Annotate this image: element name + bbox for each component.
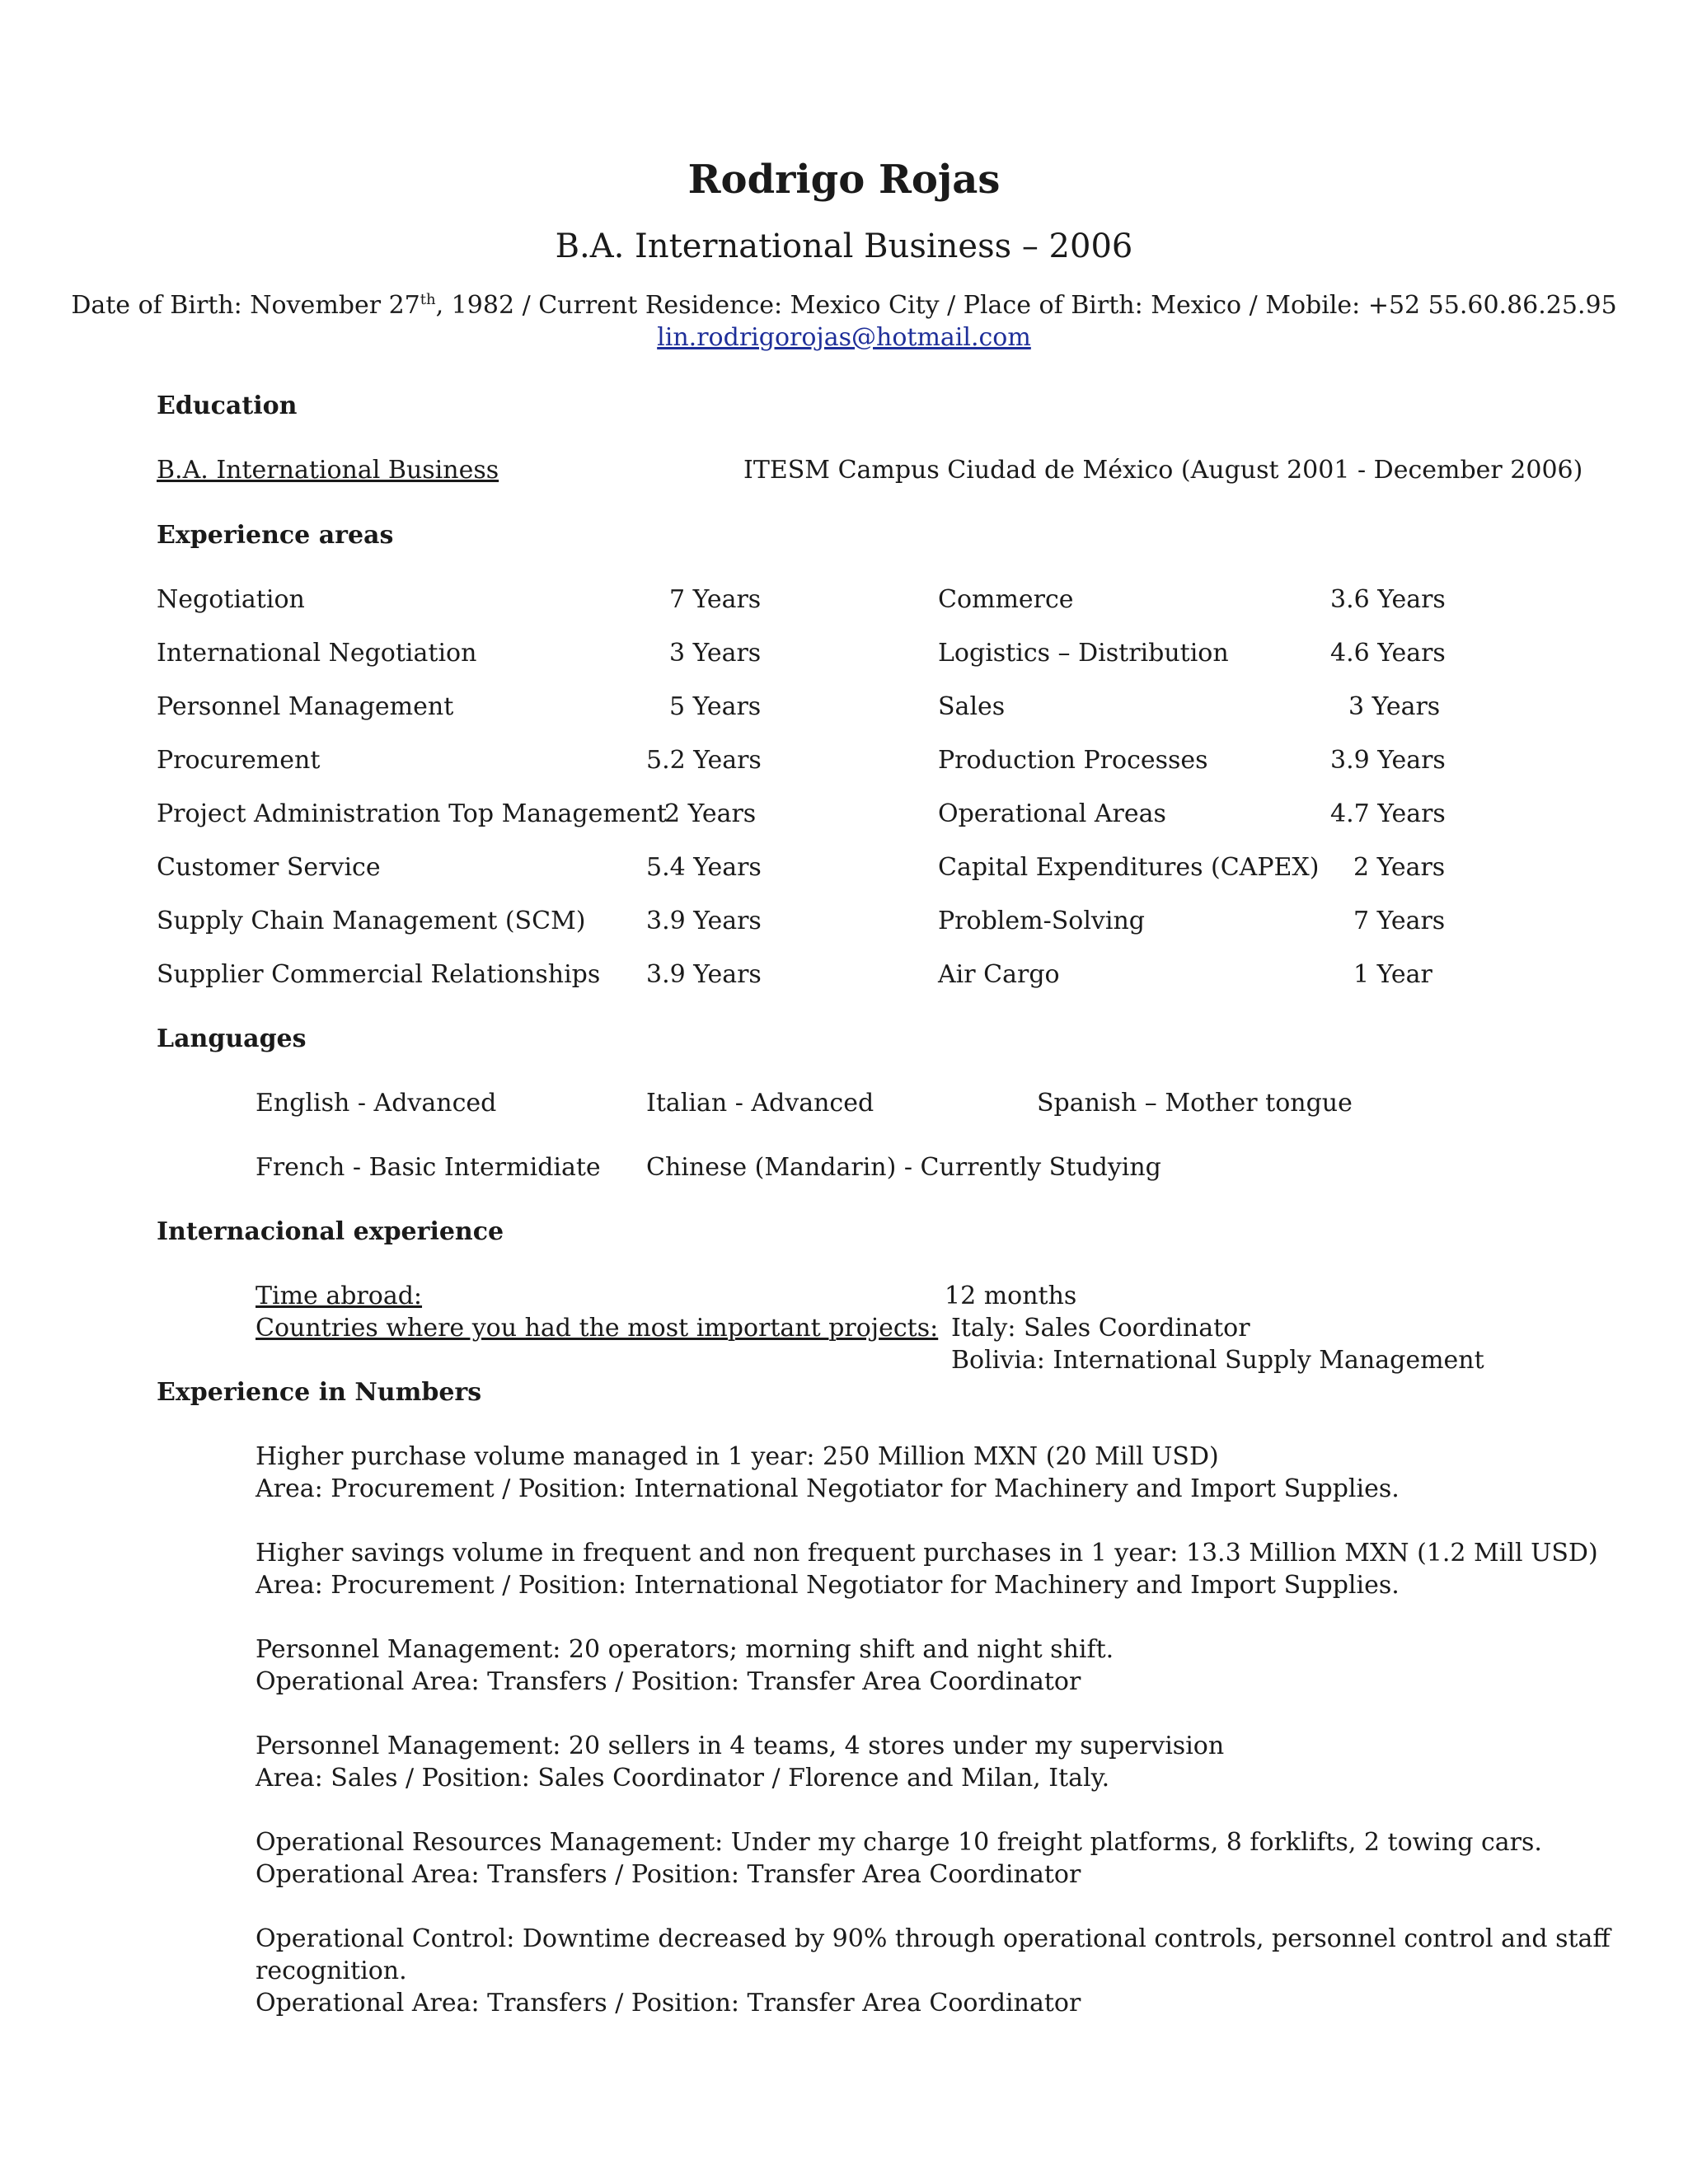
language-item: Italian - Advanced — [646, 1089, 874, 1118]
language-item: English - Advanced — [256, 1089, 497, 1118]
exp-right-area: Sales — [938, 692, 1006, 721]
exp-left-area: Procurement — [157, 746, 321, 775]
country-item: Bolivia: International Supply Management — [951, 1346, 1484, 1375]
international-heading: Internacional experience — [157, 1217, 504, 1246]
exp-right-area: Commerce — [938, 585, 1074, 614]
exp-right-area: Air Cargo — [938, 960, 1060, 989]
time-abroad-value: 12 months — [945, 1282, 1077, 1310]
contact-prefix: Date of Birth: November 27 — [71, 291, 420, 320]
numbers-line: Operational Area: Transfers / Position: Transfer Area Coordinator — [256, 1667, 1081, 1696]
languages-heading: Languages — [157, 1024, 307, 1053]
numbers-heading: Experience in Numbers — [157, 1378, 482, 1407]
exp-right-years: 3.9 Years — [1330, 746, 1446, 775]
exp-left-years: 3 Years — [669, 639, 762, 668]
exp-right-years: 2 Years — [1353, 853, 1446, 882]
education-institution: ITESM Campus Ciudad de México (August 2001 - December 2006) — [743, 456, 1583, 485]
education-degree: B.A. International Business — [157, 456, 499, 485]
language-item: French - Basic Intermidiate — [256, 1153, 601, 1182]
language-item: Chinese (Mandarin) - Currently Studying — [646, 1153, 1161, 1182]
exp-left-years: 3.9 Years — [646, 960, 762, 989]
exp-right-area: Logistics – Distribution — [938, 639, 1229, 668]
exp-right-years: 7 Years — [1353, 907, 1446, 935]
numbers-line: Personnel Management: 20 operators; morning shift and night shift. — [256, 1635, 1114, 1664]
numbers-line: Area: Procurement / Position: International Negotiator for Machinery and Import Supplies. — [256, 1571, 1400, 1600]
exp-left-years: 5 Years — [669, 692, 762, 721]
language-item: Spanish – Mother tongue — [1037, 1089, 1353, 1118]
exp-right-area: Operational Areas — [938, 799, 1166, 828]
numbers-line: Personnel Management: 20 sellers in 4 teams, 4 stores under my supervision — [256, 1732, 1225, 1760]
exp-left-area: Negotiation — [157, 585, 305, 614]
exp-left-area: Supply Chain Management (SCM) — [157, 907, 586, 935]
experience-areas-heading: Experience areas — [157, 521, 394, 550]
countries-label: Countries where you had the most important projects: — [256, 1314, 939, 1343]
exp-right-years: 4.7 Years — [1330, 799, 1446, 828]
exp-left-area: International Negotiation — [157, 639, 477, 668]
exp-left-years: 3.9 Years — [646, 907, 762, 935]
exp-right-years: 4.6 Years — [1330, 639, 1446, 668]
exp-right-years: 1 Year — [1353, 960, 1432, 989]
time-abroad-label: Time abroad: — [256, 1282, 423, 1310]
education-heading: Education — [157, 391, 298, 420]
email-line — [0, 323, 1688, 352]
numbers-line: Higher savings volume in frequent and non frequent purchases in 1 year: 13.3 Million MXN (1.2 Mill USD) — [256, 1539, 1598, 1568]
exp-left-area: Supplier Commercial Relationships — [157, 960, 601, 989]
exp-left-area: Project Administration Top Management — [157, 799, 667, 828]
exp-left-years: 5.2 Years — [646, 746, 762, 775]
exp-left-years: 5.4 Years — [646, 853, 762, 882]
numbers-line: Operational Control: Downtime decreased by 90% through operational controls, personnel control and staff — [256, 1924, 1611, 1953]
exp-right-years: 3 Years — [1348, 692, 1441, 721]
email-link[interactable]: lin.rodrigorojas@hotmail.com — [657, 323, 1031, 352]
numbers-line: Operational Area: Transfers / Position: Transfer Area Coordinator — [256, 1989, 1081, 2018]
numbers-line: recognition. — [256, 1957, 407, 1985]
exp-left-area: Personnel Management — [157, 692, 454, 721]
contact-superscript: th — [420, 291, 436, 308]
numbers-line: Area: Procurement / Position: International Negotiator for Machinery and Import Supplies. — [256, 1474, 1400, 1503]
degree-title: B.A. International Business – 2006 — [555, 227, 1133, 265]
numbers-line: Area: Sales / Position: Sales Coordinator / Florence and Milan, Italy. — [256, 1764, 1110, 1793]
numbers-line: Higher purchase volume managed in 1 year: 250 Million MXN (20 Mill USD) — [256, 1442, 1219, 1471]
country-item: Italy: Sales Coordinator — [951, 1314, 1250, 1343]
candidate-name: Rodrigo Rojas — [687, 157, 1001, 203]
exp-left-area: Customer Service — [157, 853, 381, 882]
numbers-line: Operational Area: Transfers / Position: Transfer Area Coordinator — [256, 1860, 1081, 1889]
exp-right-years: 3.6 Years — [1330, 585, 1446, 614]
exp-left-years: 7 Years — [669, 585, 762, 614]
contact-suffix: , 1982 / Current Residence: Mexico City / Place of Birth: Mexico / Mobile: +52 55.60.86.25.95 — [435, 291, 1617, 320]
exp-right-area: Problem-Solving — [938, 907, 1146, 935]
numbers-line: Operational Resources Management: Under my charge 10 freight platforms, 8 forklifts, 2 towing cars. — [256, 1828, 1542, 1857]
exp-right-area: Capital Expenditures (CAPEX) — [938, 853, 1320, 882]
exp-right-area: Production Processes — [938, 746, 1208, 775]
contact-line — [0, 291, 1688, 320]
exp-left-years: 2 Years — [664, 799, 757, 828]
